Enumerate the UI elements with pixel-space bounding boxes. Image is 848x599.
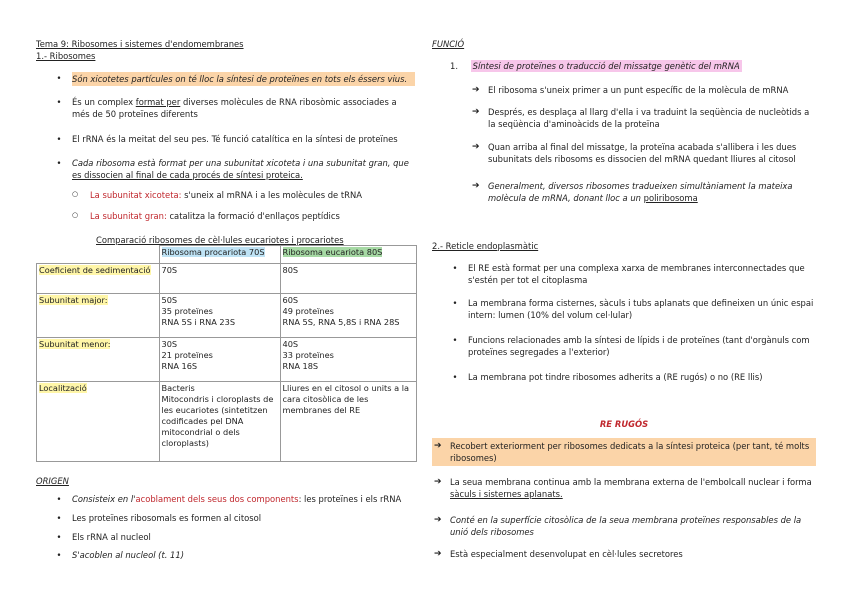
origen-item: Les proteïnes ribosomals es formen al citosol — [72, 513, 262, 523]
funcio-item: Després, es desplaça al llarg d'ella i va traduint la seqüència de nucleòtids a la seqüència d'aminoàcids de la proteïna — [488, 107, 810, 130]
table-row: Coeficient de sedimentació 70S 80S — [37, 264, 417, 294]
bullet-dot-icon: • — [56, 494, 62, 504]
rugos-item: La seua membrana continua amb la membrana externa de l'embolcall nuclear i forma sàculs i sisternes aplanats. — [450, 477, 812, 500]
bullet-ribosome-definition: Són xicotetes partícules on té lloc la síntesi de proteïnes en tots els éssers vius. — [72, 72, 415, 86]
bullet-dot-icon: • — [452, 372, 458, 382]
bullet-dot-icon: • — [452, 335, 458, 345]
arrow-right-icon: ➔ — [434, 515, 442, 525]
funcio-item: Generalment, diversos ribosomes tradueixen simultàniament la mateixa molècula de mRNA, donant lloc a un poliribosoma — [488, 181, 793, 204]
origen-item: S'acoblen al nucleol (t. 11) — [72, 550, 184, 560]
rugos-item: Està especialment desenvolupat en cèl·lules secretores — [450, 549, 683, 559]
table-row: Subunitat menor: 30S 21 proteïnes RNA 16S 40S 33 proteïnes RNA 18S — [37, 338, 417, 382]
sub-small: ○ La subunitat xicoteta: s'uneix al mRNA i a les molècules de tRNA — [72, 190, 362, 200]
arrow-right-icon: ➔ — [434, 477, 442, 487]
arrow-right-icon: ➔ — [472, 107, 480, 117]
origen-item: Els rRNA al nucleol — [72, 532, 151, 542]
bullet-dot-icon: • — [56, 73, 62, 83]
table-header-eucariota: Ribosoma eucariota 80S — [280, 246, 417, 264]
circle-bullet-icon: ○ — [72, 190, 79, 198]
arrow-right-icon: ➔ — [434, 441, 442, 451]
re-item: Funcions relacionades amb la síntesi de lípids i de proteïnes (tant d'orgànuls com proteïnes segregades a l'exterior) — [468, 335, 810, 358]
bullet-subunits: Cada ribosoma està format per una subunitat xicoteta i una subunitat gran, que es dissocien al final de cada procés de síntesi proteica. — [72, 158, 409, 181]
rugos-item: Conté en la superfície citosòlica de la seua membrana proteïnes responsables de la unió dels ribosomes — [450, 515, 802, 538]
sub-large: ○ La subunitat gran: catalitza la formació d'enllaços peptídics — [72, 211, 340, 221]
table-row: Localització Bacteris Mitocondris i cloroplasts de les eucariotes (sintetitzen codificades pel DNA mitocondrial o dels cloroplasts) Lliures en el citosol o units a la cara citosòlica de les membranes del RE — [37, 382, 417, 462]
bullet-dot-icon: • — [56, 134, 62, 144]
rugos-item: Recobert exteriorment per ribosomes dedicats a la síntesi proteica (per tant, té molts ribosomes) — [450, 441, 810, 464]
origen-item: Consisteix en l'acoblament dels seus dos components: les proteïnes i els rRNA — [72, 494, 402, 504]
arrow-right-icon: ➔ — [472, 85, 480, 95]
bullet-dot-icon: • — [56, 550, 62, 560]
re-rugos-title: RE RUGÓS — [599, 419, 649, 429]
bullet-rrna: El rRNA és la meitat del seu pes. Té funció catalítica en la síntesi de proteïnes — [72, 134, 398, 144]
arrow-right-icon: ➔ — [472, 142, 480, 152]
bullet-dot-icon: • — [452, 298, 458, 308]
funcio-heading: 1. Síntesi de proteïnes o traducció del missatge genètic del mRNA — [450, 61, 740, 71]
table-title: Comparació ribosomes de cèl·lules eucariotes i procariotes — [96, 235, 344, 245]
comparison-table — [36, 245, 417, 462]
bullet-complex: És un complex format per diverses molècules de RNA ribosòmic associades a més de 50 proteïnes diferents — [72, 97, 397, 120]
table-header-procariota: Ribosoma procariota 70S — [159, 246, 280, 264]
circle-bullet-icon: ○ — [72, 211, 79, 219]
arrow-right-icon: ➔ — [434, 549, 442, 559]
re-item: La membrana pot tindre ribosomes adherits a (RE rugós) o no (RE llis) — [468, 372, 763, 382]
section-ribosomes: 1.- Ribosomes — [36, 51, 96, 61]
table-row: Subunitat major: 50S 35 proteïnes RNA 5S i RNA 23S 60S 49 proteïnes RNA 5S, RNA 5,8S i RNA 28S — [37, 294, 417, 338]
funcio-title: FUNCIÓ — [432, 39, 465, 49]
bullet-dot-icon: • — [56, 532, 62, 542]
arrow-right-icon: ➔ — [472, 181, 480, 191]
bullet-dot-icon: • — [56, 158, 62, 168]
doc-title: Tema 9: Ribosomes i sistemes d'endomembranes — [36, 39, 244, 49]
funcio-item: El ribosoma s'uneix primer a un punt específic de la molècula de mRNA — [488, 85, 789, 95]
bullet-dot-icon: • — [56, 97, 62, 107]
bullet-dot-icon: • — [452, 263, 458, 273]
origen-title: ORIGEN — [36, 476, 69, 486]
bullet-dot-icon: • — [56, 513, 62, 523]
re-item: El RE està format per una complexa xarxa de membranes interconnectades que s'estén per tot el citoplasma — [468, 263, 805, 286]
section-reticle: 2.- Reticle endoplasmàtic — [432, 241, 539, 251]
funcio-item: Quan arriba al final del missatge, la proteïna acabada s'allibera i les dues subunitats dels ribosoms es dissocien del mRNA quedant lliures al citosol — [488, 142, 797, 165]
re-item: La membrana forma cisternes, sàculs i tubs aplanats que defineixen un únic espai intern: lumen (10% del volum cel·lular) — [468, 298, 814, 321]
